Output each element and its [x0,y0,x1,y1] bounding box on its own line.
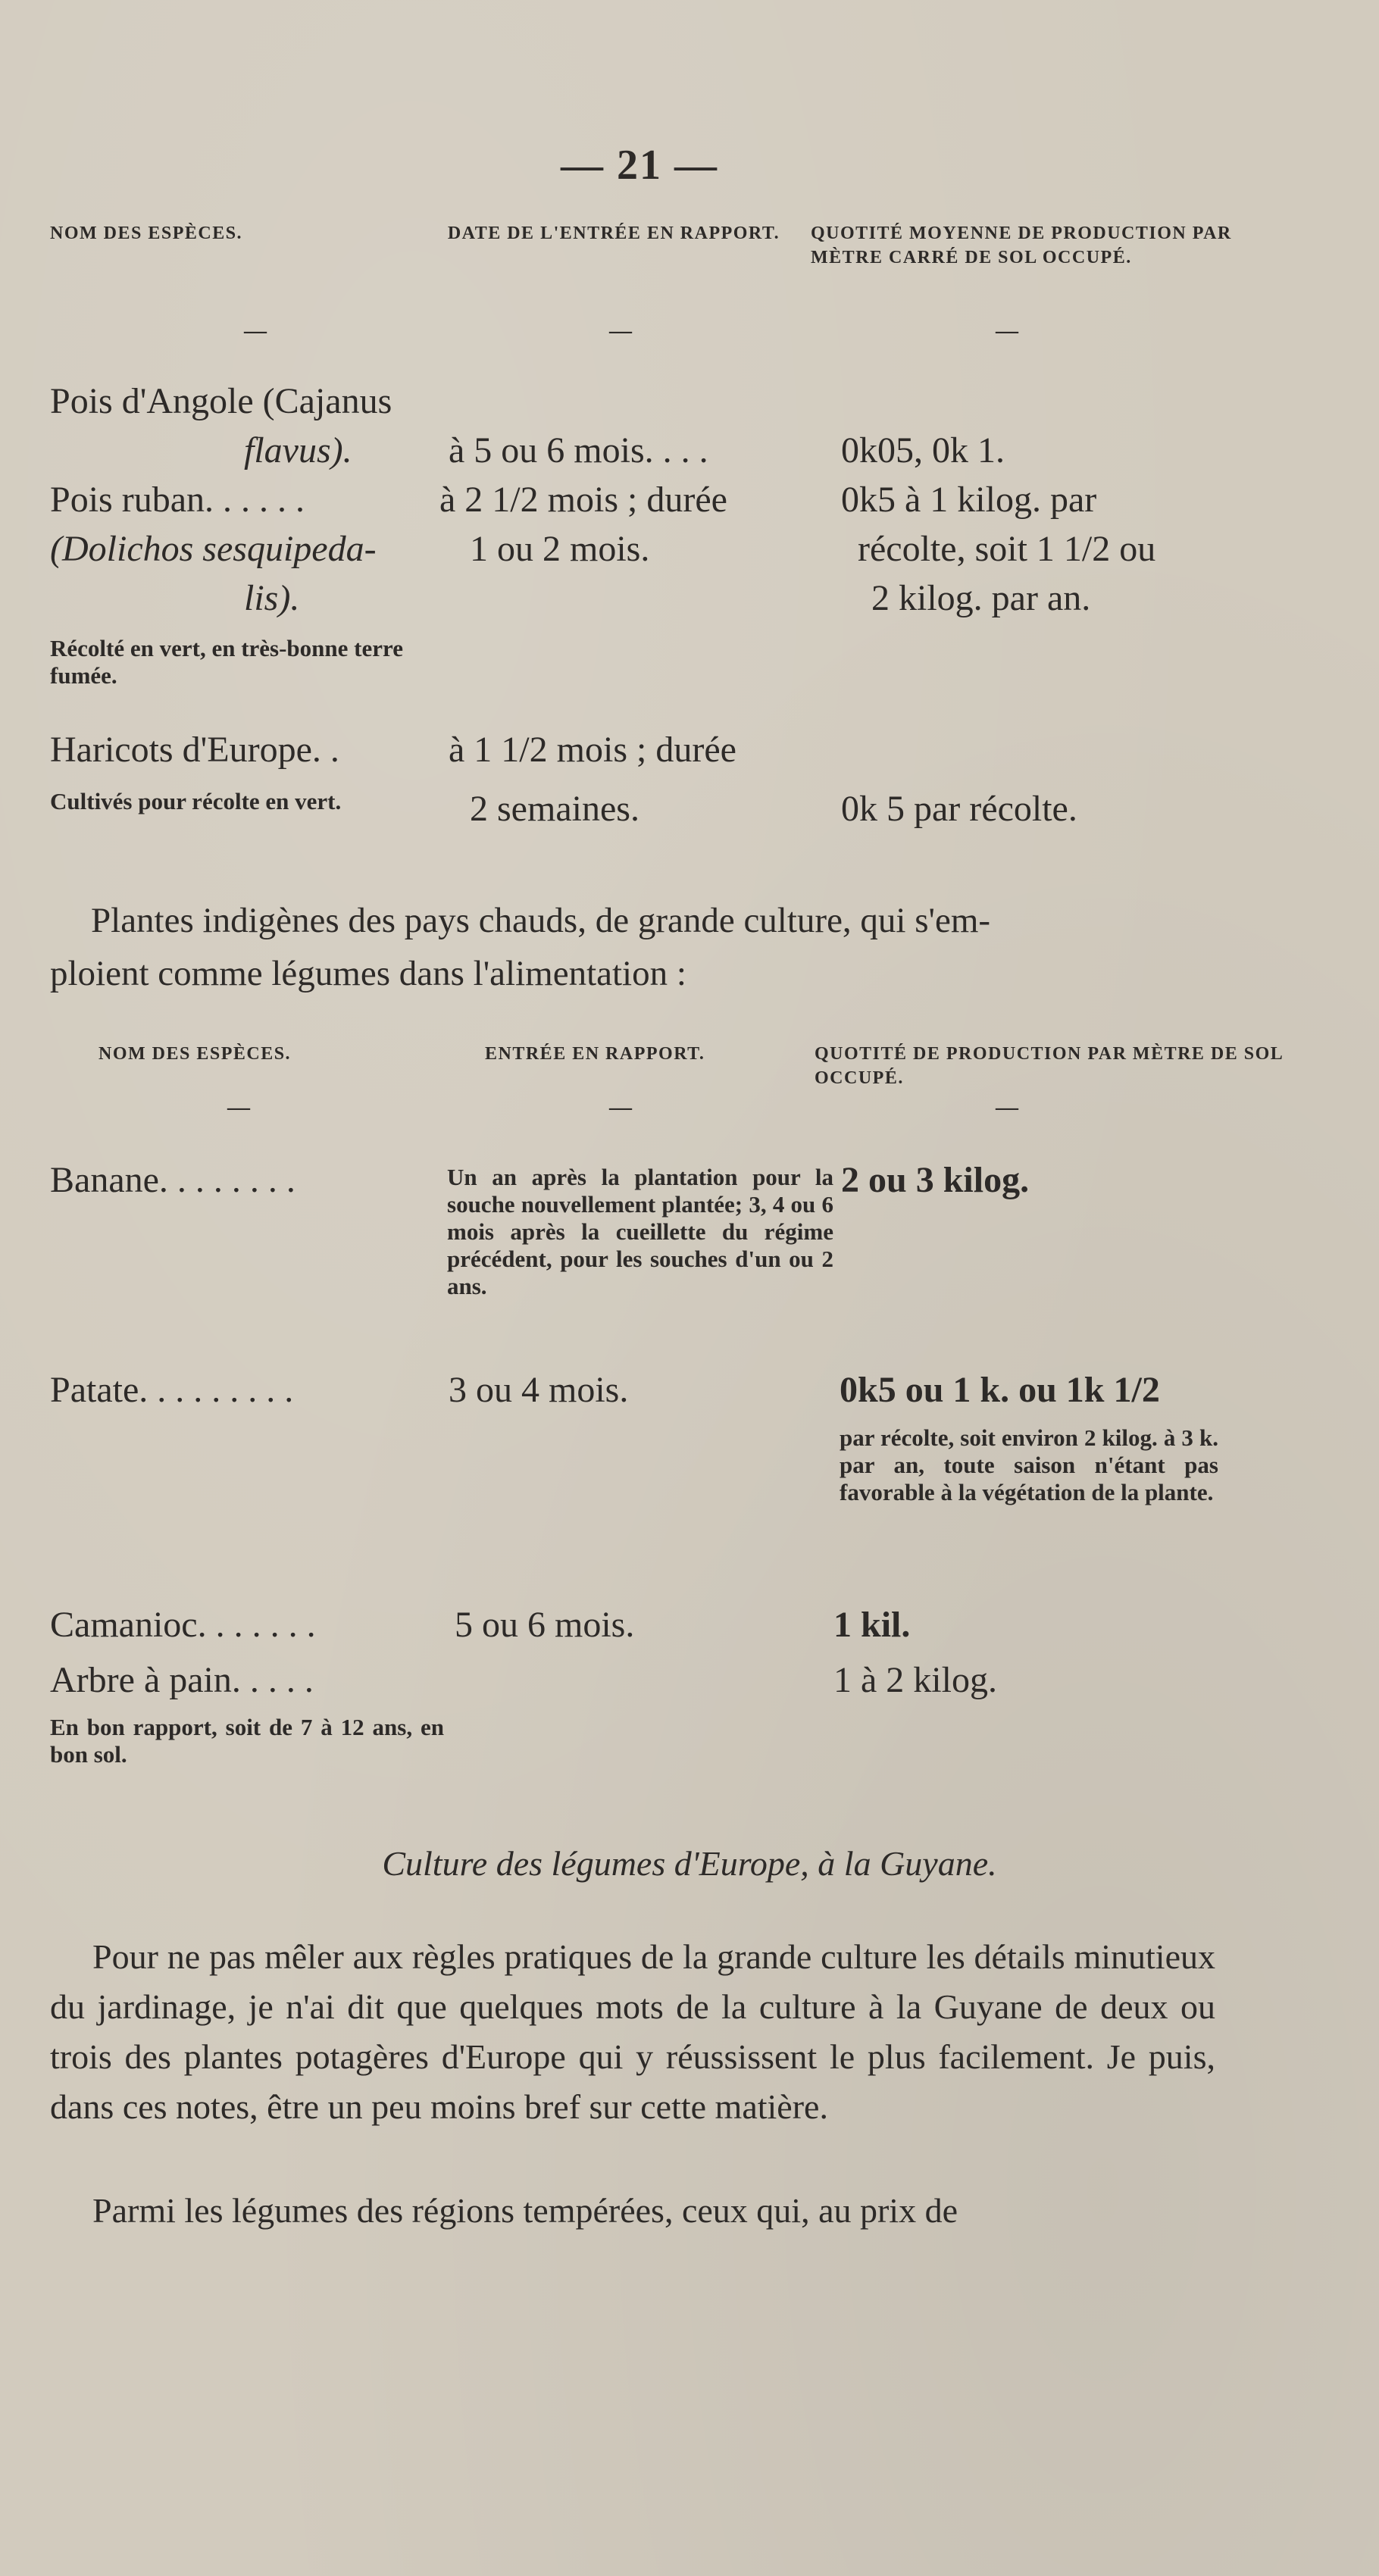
row-pois-ruban-qty-2: récolte, soit 1 1/2 ou [858,529,1156,569]
row-arbre-pain-qty: 1 à 2 kilog. [833,1660,997,1700]
row-haricots-date-1: à 1 1/2 mois ; durée [449,730,736,770]
row-patate-qty-note: par récolte, soit environ 2 kilog. à 3 k. par an, toute saison n'étant pas favorable à la végétation de la plante. [840,1424,1218,1505]
table1-dash-2: — [609,318,632,343]
row-banane-qty: 2 ou 3 kilog. [841,1160,1030,1200]
row-pois-ruban-name-1: Pois ruban. . . . . . [50,480,305,520]
table2-dash-1: — [227,1095,250,1120]
row-camanioc-date: 5 ou 6 mois. [455,1605,635,1645]
row-haricots-note: Cultivés pour récolte en vert. [50,788,342,814]
row-haricots-date-2: 2 semaines. [470,789,639,829]
intro-table2-line-2: ploient comme légumes dans l'alimentation : [50,954,686,993]
table1-header-species: NOM DES ESPÈCES. [50,224,243,243]
paragraph-2: Parmi les légumes des régions tempérées, ceux qui, au prix de [92,2191,958,2230]
row-pois-ruban-name-3: lis). [244,578,300,618]
table2-header-species: NOM DES ESPÈCES. [98,1044,292,1064]
row-pois-ruban-qty-1: 0k5 à 1 kilog. par [841,480,1097,520]
table2-dash-3: — [996,1095,1018,1120]
row-pois-ruban-date-2: 1 ou 2 mois. [470,529,650,569]
table2-header-date: ENTRÉE EN RAPPORT. [485,1044,705,1064]
table1-dash-3: — [996,318,1018,343]
row-camanioc-name: Camanioc. . . . . . . [50,1605,316,1645]
intro-table2-line-1: Plantes indigènes des pays chauds, de grande culture, qui s'em- [91,901,991,940]
row-patate-date: 3 ou 4 mois. [449,1370,629,1410]
table1-header-quantity: QUOTITÉ MOYENNE DE PRODUCTION PAR MÈTRE CARRÉ DE SOL OCCUPÉ. [811,224,1232,267]
row-patate-name: Patate. . . . . . . . . [50,1370,294,1410]
row-pois-ruban-date-1: à 2 1/2 mois ; durée [439,480,727,520]
row-arbre-pain-name: Arbre à pain. . . . . [50,1660,314,1700]
row-pois-angole-name-1: Pois d'Angole (Cajanus [50,381,392,421]
table2-header-quantity: QUOTITÉ DE PRODUCTION PAR MÈTRE DE SOL OCCUPÉ. [815,1044,1283,1088]
row-pois-angole-name-2: flavus). [244,430,352,470]
row-pois-ruban-qty-3: 2 kilog. par an. [871,578,1091,618]
row-haricots-name: Haricots d'Europe. . [50,730,339,770]
row-arbre-pain-note: En bon rapport, soit de 7 à 12 ans, en bon sol. [50,1714,444,1768]
table1-header-date: DATE DE L'ENTRÉE EN RAPPORT. [447,224,780,243]
row-pois-ruban-note: Récolté en vert, en très-bonne terre fumée. [50,635,403,689]
row-pois-angole-qty: 0k05, 0k 1. [841,430,1005,470]
row-banane-date: Un an après la plantation pour la souche nouvellement plantée; 3, 4 ou 6 mois après la cueillette du régime précédent, pour les souches d'un ou 2 ans. [447,1164,833,1299]
table1-dash-1: — [244,318,267,343]
row-patate-qty: 0k5 ou 1 k. ou 1k 1/2 [840,1370,1160,1410]
row-camanioc-qty: 1 kil. [833,1605,911,1645]
row-banane-name: Banane. . . . . . . . [50,1160,296,1200]
row-pois-angole-date: à 5 ou 6 mois. . . . [449,430,708,470]
row-haricots-qty: 0k 5 par récolte. [841,789,1077,829]
table2-dash-2: — [609,1095,632,1120]
section-title: Culture des légumes d'Europe, à la Guyane. [382,1844,997,1883]
row-pois-ruban-name-2: (Dolichos sesquipeda- [50,529,377,569]
paragraph-1: Pour ne pas mêler aux règles pratiques de la grande culture les détails minutieux du jardinage, je n'ai dit que quelques mots de la culture à la Guyane de deux ou trois des plantes potagères d'Europe qui y réussissent le plus facilement. Je puis, dans ces notes, être un peu moins bref sur cette matière. [50,1937,1215,2126]
page-number: — 21 — [561,142,718,189]
